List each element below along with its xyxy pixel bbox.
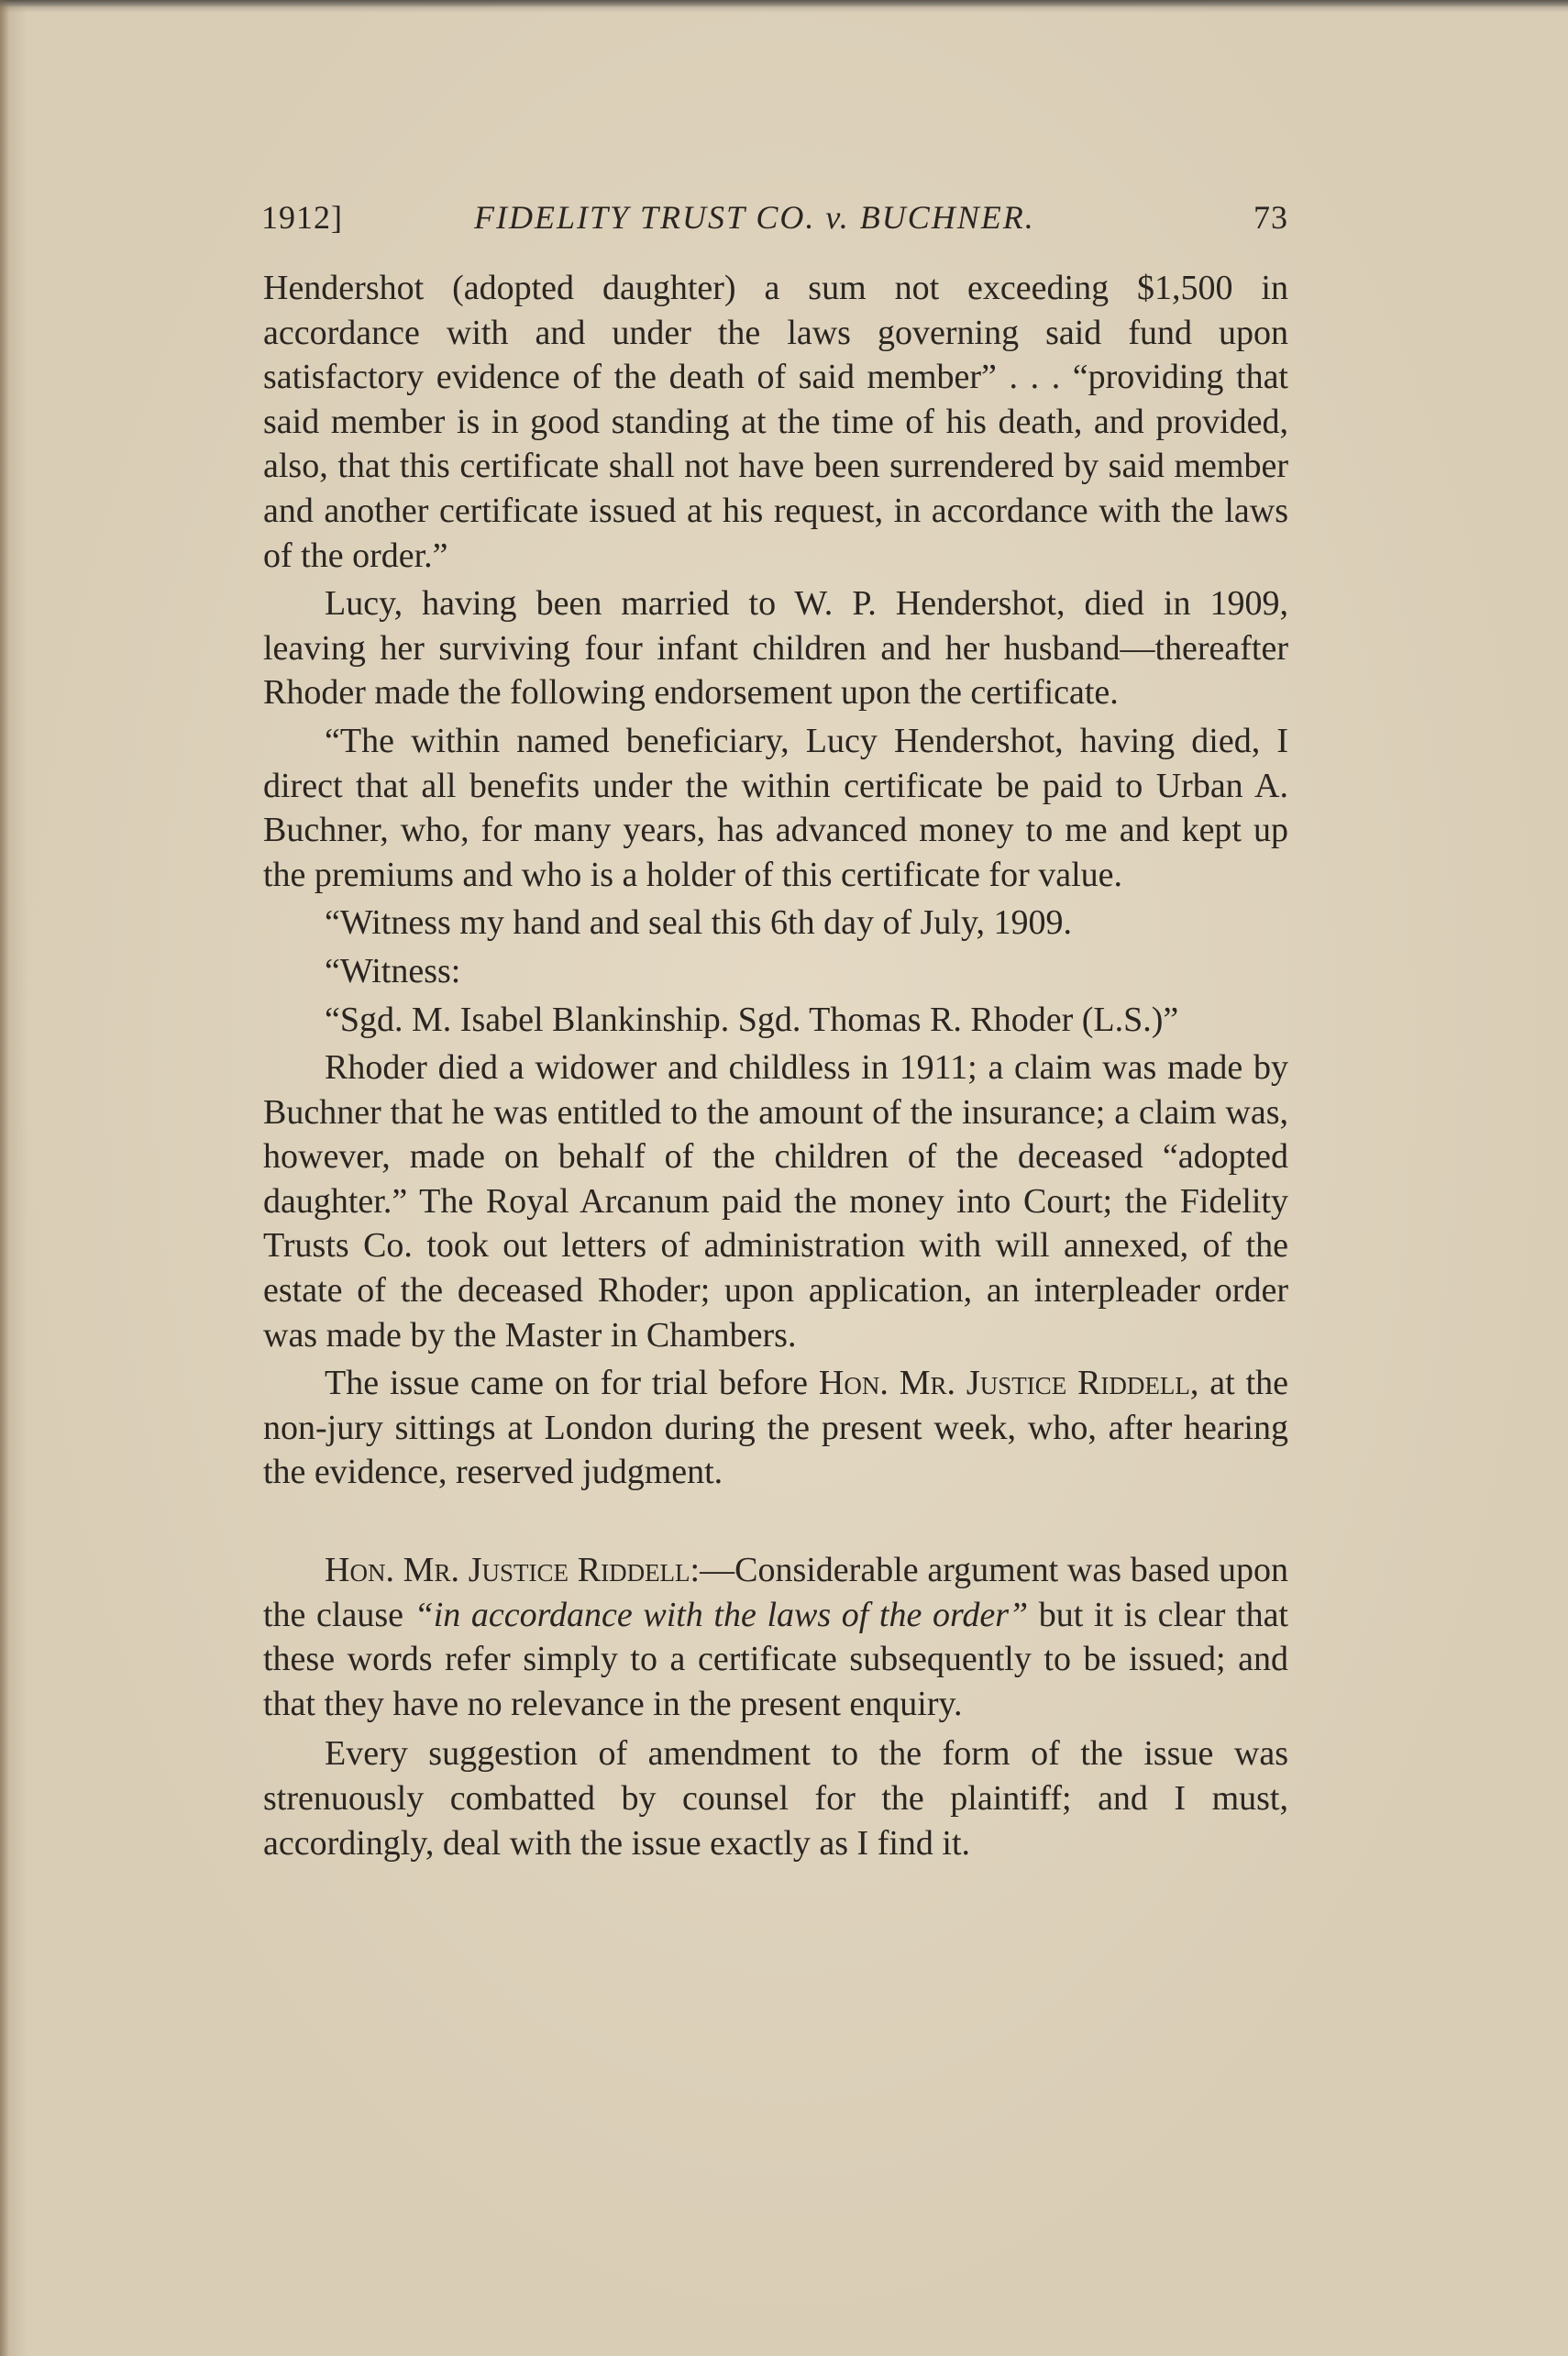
- judgment-text-after: but it is clear that these words refer simply to a certificate subsequently to be issued; and that they have no relevance in the present enquiry.: [263, 1595, 1288, 1723]
- judgment-judge-name: Hon. Mr. Justice Riddell: [325, 1551, 690, 1590]
- paragraph-judgment: [263, 1548, 1288, 1726]
- page-top-edge: [0, 0, 1568, 7]
- judgment-colon: :—: [690, 1551, 735, 1590]
- running-head-title: FIDELITY TRUST CO. v. BUCHNER.: [474, 199, 1035, 236]
- judgment-text-before: Considerable argument was based upon the clause: [263, 1551, 1288, 1634]
- paragraph-signatures: “Sgd. M. Isabel Blankinship. Sgd. Thomas R. Rhoder (L.S.)”: [325, 1000, 1179, 1039]
- trial-text-after: , at the non-jury sittings at London during the present week, who, after hearing the evidence, reserved judgment.: [263, 1364, 1288, 1492]
- paragraph-rhoder-died: Rhoder died a widower and childless in 1911; a claim was made by Buchner that he was entitled to the amount of the insurance; a claim was, however, made on behalf of the children of the deceased “adopted daughter.” The Royal Arcanum paid the money into Court; the Fidelity Trusts Co. took out letters of administration with will annexed, of the estate of the deceased Rhoder; upon application, an interpleader order was made by the Master in Chambers.: [263, 1048, 1288, 1355]
- page-number: 73: [1253, 199, 1288, 236]
- paragraph-trial: [263, 1361, 1288, 1495]
- running-head: [261, 193, 1288, 248]
- quoted-clause: “in accordance with the laws of the order”: [414, 1595, 1029, 1634]
- paragraph-witness-hand: “Witness my hand and seal this 6th day of July, 1909.: [325, 903, 1072, 943]
- paragraph-endorsement: “The within named beneficiary, Lucy Hendershot, having died, I direct that all benefits under the within certificate be paid to Urban A. Buchner, who, for many years, has advanced money to me and kept up the premiums and who is a holder of this certificate for value.: [263, 721, 1288, 894]
- paragraph-continued-quote: Hendershot (adopted daughter) a sum not exceeding $1,500 in accordance with and under the laws governing said fund upon satisfactory evidence of the death of said member” . . . “providing that said member is in good standing at the time of his death, and provided, also, that this certificate shall not have been surrendered by said member and another certificate issued at his request, in accordance with the laws of the order.”: [263, 269, 1288, 575]
- trial-text-before: The issue came on for trial before: [325, 1364, 819, 1403]
- running-head-year: 1912]: [261, 199, 343, 236]
- page-binding-edge: [0, 0, 9, 2356]
- body-text: [263, 266, 1288, 1869]
- paragraph-lucy: Lucy, having been married to W. P. Hendershot, died in 1909, leaving her surviving four infant children and her husband—thereafter Rhoder made the following endorsement upon the certificate.: [263, 584, 1288, 713]
- paragraph-amendment: Every suggestion of amendment to the form of the issue was strenuously combatted by counsel for the plaintiff; and I must, accordingly, deal with the issue exactly as I find it.: [263, 1734, 1288, 1863]
- judge-name: Hon. Mr. Justice Riddell: [818, 1364, 1190, 1403]
- paragraph-witness-label: “Witness:: [325, 951, 461, 990]
